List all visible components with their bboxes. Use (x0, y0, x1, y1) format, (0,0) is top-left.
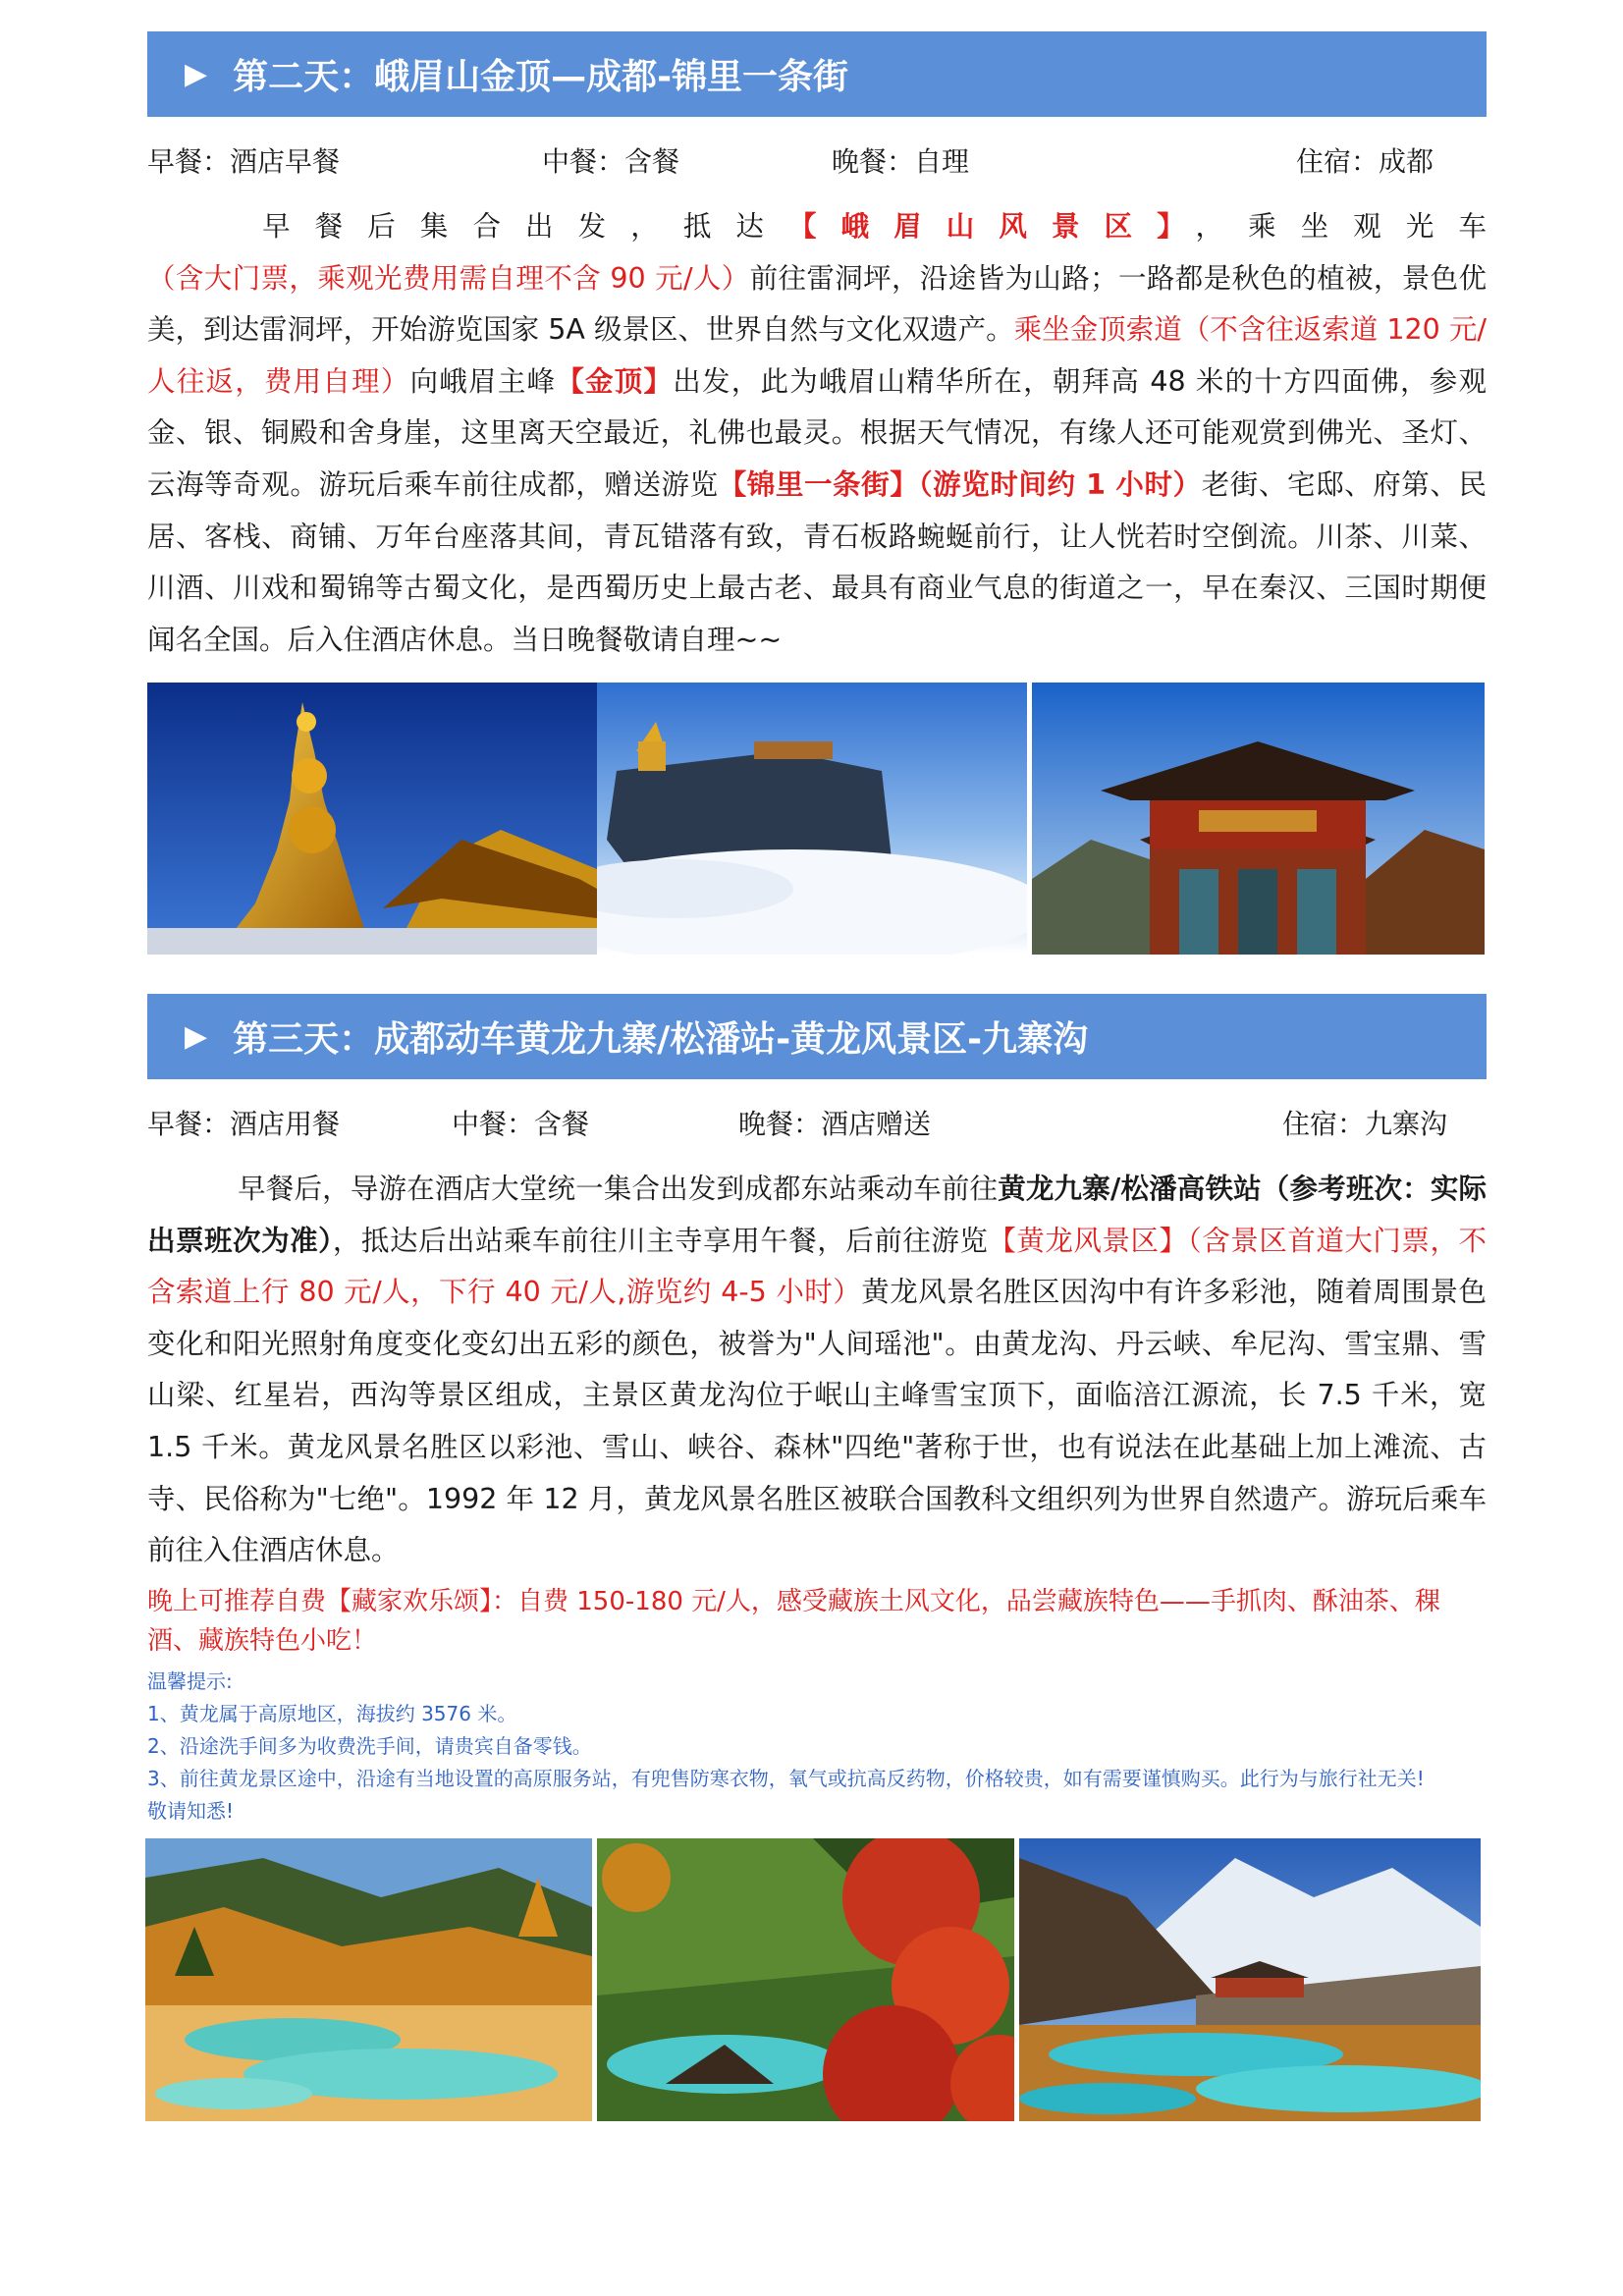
tip-item: 3、前往黄龙景区途中，沿途有当地设置的高原服务站，有兜售防寒衣物，氧气或抗高反药物，价格较贵，如有需要谨慎购买。此行为与旅行社无关! (147, 1767, 1425, 1790)
day2-breakfast: 早餐：酒店早餐 (147, 145, 341, 178)
golden-buddha-photo (147, 683, 597, 955)
day3-itinerary-paragraph (147, 1164, 1487, 1577)
golden-summit-sea-of-clouds-photo (597, 683, 1027, 955)
day3-meals-row (147, 1103, 1487, 1142)
jinli-street-highlight: 【锦里一条街】（游览时间约 1 小时） (718, 467, 1202, 501)
jinli-gate-photo (1032, 683, 1485, 955)
cableway-fee-note: 乘坐金顶索道（不含往返索道 120 元/人往返，费用自理） (147, 313, 1488, 398)
day2-banner (147, 31, 1487, 117)
optional-show-recommendation: 晚上可推荐自费【藏家欢乐颂】：自费 150-180 元/人，感受藏族土风文化，品尝藏族特色——手抓肉、酥油茶、稞酒、藏族特色小吃！ (147, 1587, 1440, 1656)
day2-text-5: 出发，此为峨眉山精华所在，朝拜高 48 米的十方四面佛，参观金、银、铜殿和舍身崖，这里离天空最近，礼佛也最灵。根据天气情况，有缘人还可能观赏到佛光、圣灯、云海等奇观。游玩后乘车前往成都，赠送游览 (147, 364, 1487, 501)
travel-tips (147, 1666, 1487, 1828)
day3-dinner: 晚餐：酒店赠送 (738, 1108, 932, 1140)
day2-lunch: 中餐：含餐 (542, 145, 680, 178)
tips-heading: 温馨提示: (147, 1669, 233, 1693)
tip-item: 1、黄龙属于高原地区，海拔约 3576 米。 (147, 1702, 517, 1725)
day3-lunch: 中餐：含餐 (452, 1108, 590, 1140)
day2-lodging: 住宿：成都 (1296, 145, 1434, 178)
day2-text-6: 老街、宅邸、府第、民居、客栈、商铺、万年台座落其间，青瓦错落有致，青石板路蜿蜒前行，让人恍若时空倒流。川茶、川菜、川酒、川戏和蜀锦等古蜀文化，是西蜀历史上最古老、最具有商业气息的街道之一，早在秦汉、三国时期便闻名全国。后入住酒店休息。当日晚餐敬请自理~~ (147, 467, 1487, 656)
day2-text-1: 早餐后集合出发，抵达 (238, 210, 789, 243)
day3-banner (147, 994, 1487, 1079)
day2-dinner: 晚餐：自理 (832, 145, 970, 178)
day2-text-4: 向峨眉主峰 (409, 364, 557, 398)
day3-breakfast: 早餐：酒店用餐 (147, 1108, 341, 1140)
day3-lodging: 住宿：九寨沟 (1282, 1108, 1448, 1140)
day3-text-2: ，抵达后出站乘车前往川主寺享用午餐，后前往游览 (332, 1224, 989, 1257)
huanglong-ticket-note: 【黄龙风景区】（含景区首道大门票，不含索道上行 80 元/人，下行 40 元/人,游览约 4-5 小时） (147, 1224, 1487, 1309)
tip-item: 敬请知悉! (147, 1799, 235, 1823)
play-triangle-icon: ▶ (185, 1019, 208, 1054)
sightseeing-bus-fee-note: （含大门票，乘观光费用需自理不含 90 元/人） (147, 261, 750, 295)
day2-meals-row (147, 140, 1487, 180)
tip-item: 2、沿途洗手间多为收费洗手间，请贵宾自备零钱。 (147, 1734, 592, 1758)
huanglong-autumn-pool-photo (597, 1838, 1014, 2121)
golden-summit-highlight: 【金顶】 (556, 364, 674, 398)
day2-text-3: 前往雷洞坪，沿途皆为山路；一路都是秋色的植被，景色优美，到达雷洞坪，开始游览国家 5A 级景区、世界自然与文化双遗产。 (147, 261, 1487, 347)
huanglong-terraced-pools-photo (145, 1838, 592, 2121)
play-triangle-icon: ▶ (185, 57, 208, 91)
train-station-highlight: 黄龙九寨/松潘高铁站（参考班次：实际出票班次为准） (147, 1173, 1487, 1257)
emei-scenic-area-highlight: 【峨眉山风景区】 (788, 210, 1196, 243)
day3-title: 第三天：成都动车黄龙九寨/松潘站-黄龙风景区-九寨沟 (233, 1019, 1089, 1060)
day3-text-3: 黄龙风景名胜区因沟中有许多彩池，随着周围景色变化和阳光照射角度变化变幻出五彩的颜色，被誉为"人间瑶池"。由黄龙沟、丹云峡、牟尼沟、雪宝鼎、雪山梁、红星岩，西沟等景区组成，主景区黄龙沟位于岷山主峰雪宝顶下，面临涪江源流，长 7.5 千米，宽 1.5 千米。黄龙风景名胜区以彩池、雪山、峡谷、森林"四绝"著称于世，也有说法在此基础上加上滩流、古寺、民俗称为"七绝"。1992 年 12 月，黄龙风景名胜区被联合国教科文组织列为世界自然遗产。游玩后乘车前往入住酒店休息。 (147, 1276, 1487, 1567)
day3-text-1: 早餐后，导游在酒店大堂统一集合出发到成都东站乘动车前往 (238, 1173, 999, 1205)
day2-title: 第二天：峨眉山金顶—成都-锦里一条街 (233, 57, 849, 97)
huanglong-temple-pools-photo (1019, 1838, 1481, 2121)
day2-itinerary-paragraph (147, 201, 1487, 666)
day2-text-2: ，乘坐观光车 (1195, 210, 1487, 243)
